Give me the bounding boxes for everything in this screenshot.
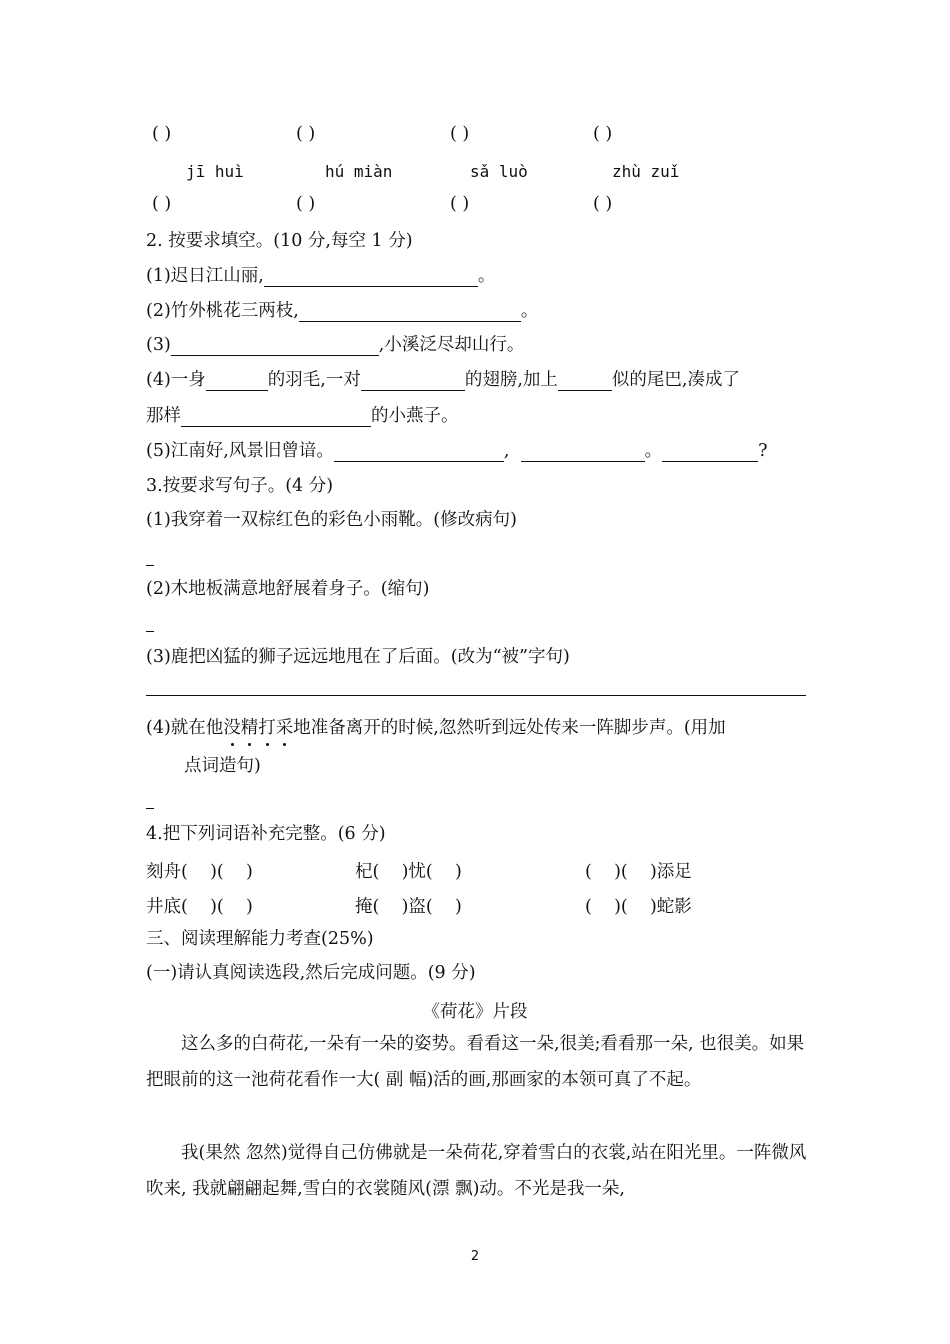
idiom-item: 井底( )( ): [146, 897, 253, 917]
sentence-task-1: (1)我穿着一双棕红色的彩色小雨靴。(修改病句): [146, 510, 517, 530]
answer-blank[interactable]: [334, 443, 504, 462]
answer-blank[interactable]: [361, 372, 465, 391]
page-number: 2: [470, 1249, 480, 1264]
line-text: ,小溪泛尽却山行。: [378, 335, 525, 355]
idiom-item: 杞( )忧( ): [355, 862, 462, 882]
line-text: (4)就在他: [146, 718, 224, 738]
answer-bracket: ( ): [450, 124, 470, 144]
answer-blank[interactable]: [171, 337, 379, 356]
dotted-char: 打: [258, 718, 276, 738]
passage-paragraph-1: 这么多的白荷花,一朵有一朵的姿势。看看这一朵,很美;看看那一朵, 也很美。如果把眼前的这一池荷花看作一大( 副 幅)活的画,那画家的本领可真了不起。: [146, 1034, 805, 1090]
line-text: 。: [520, 301, 539, 321]
fill-line-5: [146, 440, 767, 462]
section-heading: 三、阅读理解能力考查(25%): [146, 929, 374, 949]
line-text: (4)一身: [146, 370, 206, 390]
line-text: 的小燕子。: [371, 406, 459, 426]
answer-bracket: ( ): [296, 194, 316, 214]
fill-line-3: [146, 334, 524, 356]
pinyin-word: zhù zuǐ: [612, 162, 680, 181]
answer-blank[interactable]: [521, 443, 645, 462]
answer-bracket: ( ): [450, 194, 470, 214]
fill-line-1: [146, 265, 495, 287]
answer-line[interactable]: [146, 695, 806, 696]
dotted-char: 采: [275, 718, 294, 738]
subsection-heading: (一)请认真阅读选段,然后完成问题。(9 分): [146, 963, 476, 983]
line-text: 的羽毛,一对: [267, 370, 361, 390]
pinyin-word: hú miàn: [325, 162, 393, 181]
question-heading: 3.按要求写句子。(4 分): [146, 476, 334, 496]
idiom-item: 掩( )盗( ): [355, 897, 462, 917]
sentence-task-3: (3)鹿把凶猛的狮子远远地甩在了后面。(改为“被”字句): [146, 647, 570, 667]
question-heading: 4.把下列词语补充完整。(6 分): [146, 824, 386, 844]
line-text: (1)迟日江山丽,: [146, 266, 264, 286]
answer-blank[interactable]: [558, 372, 612, 391]
line-text: (2)竹外桃花三两枝,: [146, 301, 299, 321]
answer-blank[interactable]: [206, 372, 268, 391]
line-text: (3): [146, 335, 171, 355]
fill-line-2: [146, 300, 538, 322]
answer-bracket: ( ): [296, 124, 316, 144]
answer-line[interactable]: [146, 565, 154, 566]
idiom-item: ( )( )蛇影: [585, 897, 692, 917]
sentence-task-4-cont: 点词造句): [184, 756, 261, 776]
line-text: 的翅膀,加上: [464, 370, 558, 390]
passage-title: 《荷花》片段: [422, 1002, 528, 1022]
answer-bracket: ( ): [593, 194, 613, 214]
line-text: 似的尾巴,凑成了: [611, 370, 740, 390]
dotted-char: 精: [240, 718, 259, 738]
fill-line-4b: [146, 405, 459, 427]
answer-line[interactable]: [146, 808, 154, 809]
line-text: ?: [758, 441, 768, 461]
answer-blank[interactable]: [299, 303, 521, 322]
answer-bracket: ( ): [593, 124, 613, 144]
pinyin-word: jī huì: [186, 162, 244, 181]
sentence-task-2: (2)木地板满意地舒展着身子。(缩句): [146, 579, 430, 599]
question-heading: 2. 按要求填空。(10 分,每空 1 分): [146, 231, 413, 251]
line-text: 。: [644, 441, 663, 461]
idiom-item: ( )( )添足: [585, 862, 692, 882]
line-text: (5)江南好,风景旧曾谙。: [146, 441, 334, 461]
line-text: 。: [477, 266, 496, 286]
sentence-task-4: [146, 717, 726, 739]
answer-bracket: ( ): [152, 124, 172, 144]
line-text: 地准备离开的时候,忽然听到远处传来一阵脚步声。(用加: [293, 718, 726, 738]
passage-paragraph-2: 我(果然 忽然)觉得自己仿佛就是一朵荷花,穿着雪白的衣裳,站在阳光里。一阵微风吹来, 我就翩翩起舞,雪白的衣裳随风(漂 飘)动。不光是我一朵,: [146, 1143, 807, 1199]
fill-line-4: [146, 369, 740, 391]
answer-blank[interactable]: [264, 268, 478, 287]
answer-blank[interactable]: [181, 408, 371, 427]
answer-line[interactable]: [146, 631, 154, 632]
line-text: 那样: [146, 406, 181, 426]
line-text: ,: [503, 441, 510, 461]
dotted-char: 没: [223, 718, 241, 738]
answer-blank[interactable]: [662, 443, 758, 462]
pinyin-word: sǎ luò: [470, 162, 528, 181]
answer-bracket: ( ): [152, 194, 172, 214]
idiom-item: 刻舟( )( ): [146, 862, 253, 882]
